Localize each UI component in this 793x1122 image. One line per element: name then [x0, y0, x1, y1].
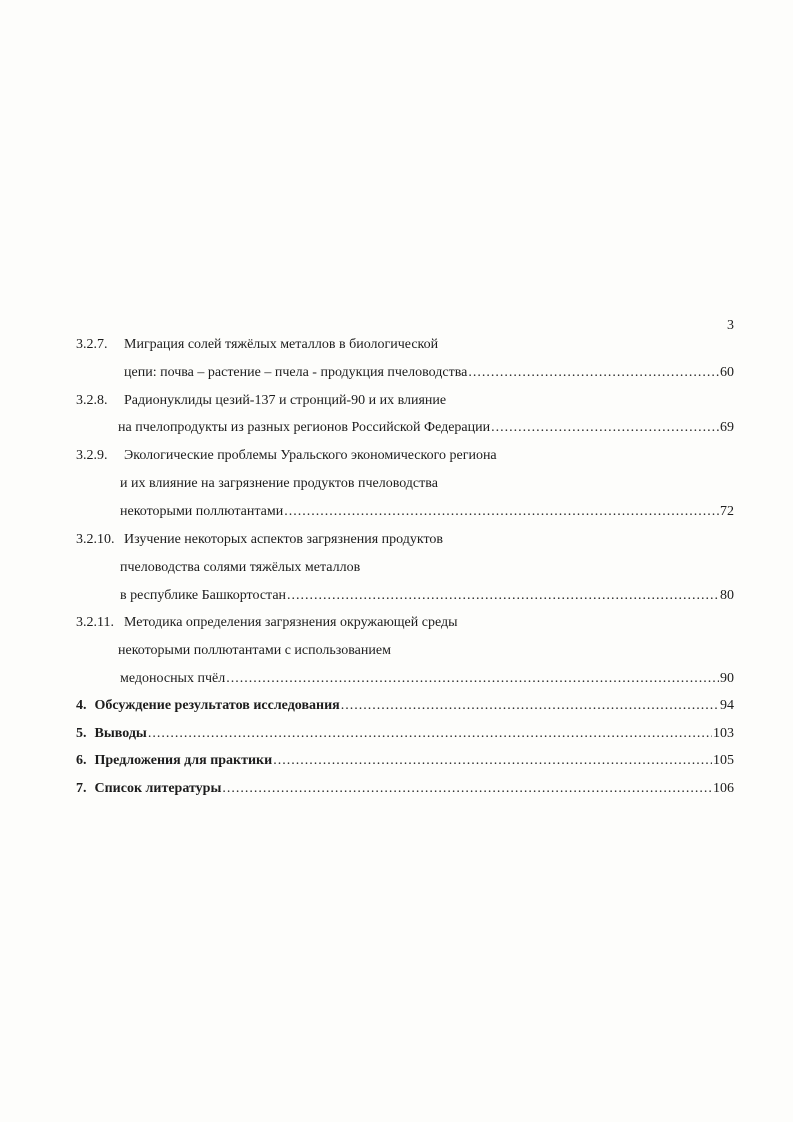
toc-leader-dots [148, 725, 712, 743]
toc-leader-dots [284, 503, 719, 521]
toc-leader-dots [287, 587, 719, 605]
toc-entry-3-2-11-line-1 [76, 614, 458, 632]
page-number: 3 [727, 318, 734, 333]
toc-entry-3-2-9-line-2: и их влияние на загрязнение продуктов пчеловодства [120, 476, 438, 491]
toc-entry-title: Изучение некоторых аспектов загрязнения продуктов [124, 532, 444, 547]
toc-entry-3-2-9-line-3 [120, 503, 734, 521]
toc-entry-title: некоторыми поллютантами [120, 504, 284, 519]
toc-entry-3-2-8-line-2 [118, 419, 734, 437]
toc-entry-3-2-7-line-1 [76, 336, 438, 354]
toc-chapter-number: 4. [76, 698, 87, 713]
toc-entry-title: на пчелопродукты из разных регионов Российской Федерации [118, 420, 491, 435]
toc-entry-title: Экологические проблемы Уральского экономического региона [124, 448, 497, 463]
toc-page-ref: 60 [720, 365, 734, 380]
toc-entry-number: 3.2.10. [76, 532, 115, 547]
toc-leader-dots [491, 419, 719, 437]
toc-entry-title: медоносных пчёл [120, 671, 226, 686]
toc-entry-number: 3.2.7. [76, 337, 108, 352]
toc-chapter-number: 6. [76, 753, 87, 768]
toc-entry-3-2-7-line-2 [124, 364, 734, 382]
toc-chapter-5 [76, 725, 734, 743]
toc-entry-title: Радионуклиды цезий-137 и стронций-90 и их влияние [124, 393, 447, 408]
toc-leader-dots [222, 780, 712, 798]
toc-entry-3-2-10-line-3 [120, 587, 734, 605]
toc-entry-title: цепи: почва – растение – пчела - продукция пчеловодства [124, 365, 468, 380]
toc-leader-dots [468, 364, 719, 382]
toc-entry-3-2-8-line-1 [76, 392, 446, 410]
toc-chapter-4 [76, 697, 734, 715]
toc-chapter-title: Обсуждение результатов исследования [94, 698, 340, 713]
toc-page-ref: 72 [720, 504, 734, 519]
toc-entry-3-2-9-line-1 [76, 447, 497, 465]
toc-entry-number: 3.2.9. [76, 448, 108, 463]
toc-entry-title: Методика определения загрязнения окружающей среды [124, 615, 458, 630]
toc-entry-title: Миграция солей тяжёлых металлов в биологической [124, 337, 439, 352]
toc-entry-3-2-10-line-1 [76, 531, 443, 549]
toc-page-ref: 105 [713, 753, 734, 768]
toc-chapter-title: Выводы [94, 726, 147, 741]
toc-entry-3-2-10-line-2: пчеловодства солями тяжёлых металлов [120, 560, 361, 575]
toc-page-ref: 94 [720, 698, 734, 713]
toc-chapter-6 [76, 752, 734, 770]
toc-leader-dots [341, 697, 719, 715]
toc-entry-number: 3.2.8. [76, 393, 108, 408]
toc-page-ref: 69 [720, 420, 734, 435]
toc-chapter-title: Предложения для практики [94, 753, 273, 768]
toc-leader-dots [226, 670, 719, 688]
toc-page-ref: 103 [713, 726, 734, 741]
toc-page-ref: 106 [713, 781, 734, 796]
toc-chapter-number: 7. [76, 781, 87, 796]
toc-page-ref: 80 [720, 588, 734, 603]
toc-entry-3-2-11-line-2: некоторыми поллютантами с использованием [118, 643, 391, 658]
toc-chapter-7 [76, 780, 734, 798]
toc-chapter-number: 5. [76, 726, 87, 741]
toc-entry-title: в республике Башкортостан [120, 588, 287, 603]
toc-leader-dots [273, 752, 712, 770]
toc-page-ref: 90 [720, 671, 734, 686]
toc-entry-3-2-11-line-3 [120, 670, 734, 688]
toc-chapter-title: Список литературы [94, 781, 222, 796]
toc-entry-number: 3.2.11. [76, 615, 114, 630]
